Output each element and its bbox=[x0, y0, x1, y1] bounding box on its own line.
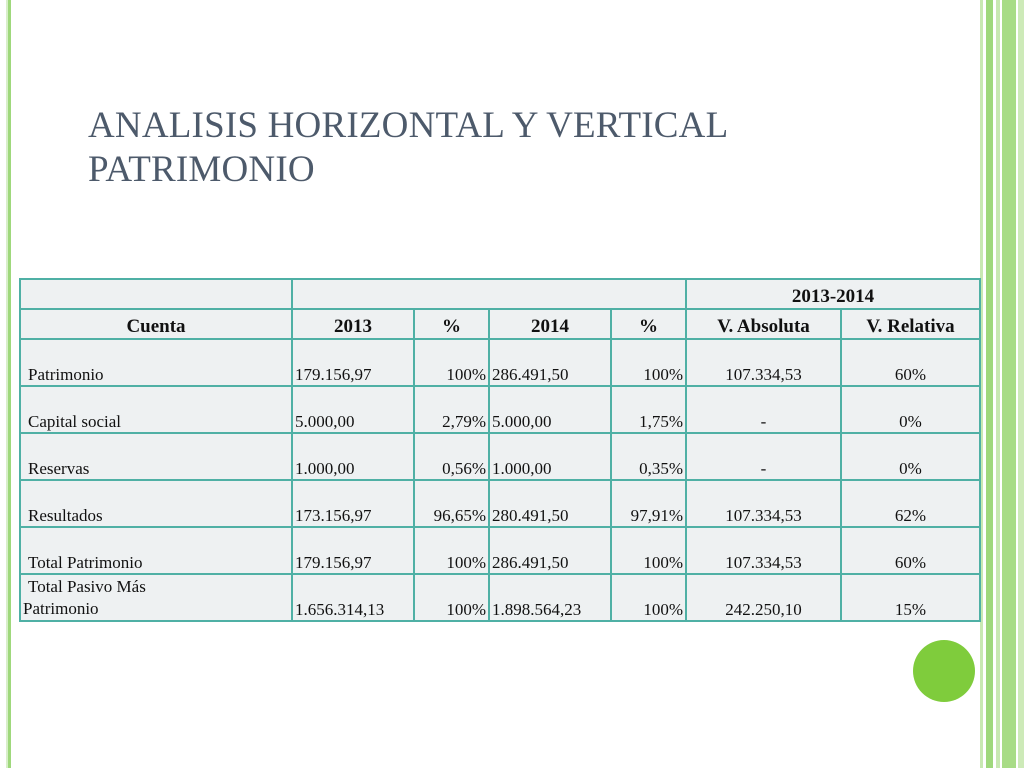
value-2013-cell: 1.656.314,13 bbox=[292, 574, 414, 621]
rel-variation-cell: 60% bbox=[841, 527, 980, 574]
empty-header-cell bbox=[20, 279, 292, 309]
table-row bbox=[20, 386, 980, 433]
value-2013-cell: 173.156,97 bbox=[292, 480, 414, 527]
pct-2014-cell: 1,75% bbox=[611, 386, 686, 433]
header-cuenta: Cuenta bbox=[20, 309, 292, 339]
pct-2014-cell: 97,91% bbox=[611, 480, 686, 527]
table-row bbox=[20, 480, 980, 527]
header-2013: 2013 bbox=[292, 309, 414, 339]
value-2013-cell: 179.156,97 bbox=[292, 339, 414, 386]
pct-2013-cell: 100% bbox=[414, 339, 489, 386]
pct-2013-cell: 100% bbox=[414, 574, 489, 621]
pct-2013-cell: 96,65% bbox=[414, 480, 489, 527]
table-row bbox=[20, 527, 980, 574]
rel-variation-cell: 62% bbox=[841, 480, 980, 527]
rel-variation-cell: 0% bbox=[841, 433, 980, 480]
left-decor-bar bbox=[6, 0, 11, 768]
abs-variation-cell: 107.334,53 bbox=[686, 527, 841, 574]
period-header: 2013-2014 bbox=[686, 279, 980, 309]
group-header-row bbox=[20, 279, 980, 309]
value-2014-cell: 1.000,00 bbox=[489, 433, 611, 480]
abs-variation-cell: - bbox=[686, 433, 841, 480]
cuenta-cell bbox=[20, 574, 292, 621]
empty-header-span bbox=[292, 279, 686, 309]
cuenta-cell: Total Patrimonio bbox=[20, 527, 292, 574]
cuenta-line1: Total Pasivo Más bbox=[28, 577, 146, 596]
header-v-absoluta: V. Absoluta bbox=[686, 309, 841, 339]
cuenta-cell: Patrimonio bbox=[20, 339, 292, 386]
pct-2013-cell: 100% bbox=[414, 527, 489, 574]
header-v-relativa: V. Relativa bbox=[841, 309, 980, 339]
rel-variation-cell: 60% bbox=[841, 339, 980, 386]
rel-variation-cell: 15% bbox=[841, 574, 980, 621]
cuenta-cell: Resultados bbox=[20, 480, 292, 527]
cuenta-line2: Patrimonio bbox=[23, 599, 99, 618]
table-row bbox=[20, 339, 980, 386]
pct-2014-cell: 100% bbox=[611, 339, 686, 386]
value-2013-cell: 179.156,97 bbox=[292, 527, 414, 574]
slide-title-line1: ANALISIS HORIZONTAL Y VERTICAL bbox=[88, 105, 729, 146]
abs-variation-cell: 242.250,10 bbox=[686, 574, 841, 621]
rel-variation-cell: 0% bbox=[841, 386, 980, 433]
value-2014-cell: 286.491,50 bbox=[489, 339, 611, 386]
pct-2014-cell: 100% bbox=[611, 574, 686, 621]
pct-2013-cell: 0,56% bbox=[414, 433, 489, 480]
value-2014-cell: 286.491,50 bbox=[489, 527, 611, 574]
abs-variation-cell: 107.334,53 bbox=[686, 480, 841, 527]
green-circle-decoration bbox=[913, 640, 975, 702]
value-2014-cell: 5.000,00 bbox=[489, 386, 611, 433]
slide-title bbox=[88, 104, 948, 192]
pct-2013-cell: 2,79% bbox=[414, 386, 489, 433]
value-2013-cell: 5.000,00 bbox=[292, 386, 414, 433]
financial-table bbox=[19, 278, 981, 622]
column-header-row bbox=[20, 309, 980, 339]
value-2014-cell: 1.898.564,23 bbox=[489, 574, 611, 621]
pct-2014-cell: 100% bbox=[611, 527, 686, 574]
table-row bbox=[20, 574, 980, 621]
table-row bbox=[20, 433, 980, 480]
header-pct-2014: % bbox=[611, 309, 686, 339]
abs-variation-cell: - bbox=[686, 386, 841, 433]
pct-2014-cell: 0,35% bbox=[611, 433, 686, 480]
header-pct-2013: % bbox=[414, 309, 489, 339]
right-decor-bars bbox=[980, 0, 1024, 768]
value-2014-cell: 280.491,50 bbox=[489, 480, 611, 527]
abs-variation-cell: 107.334,53 bbox=[686, 339, 841, 386]
value-2013-cell: 1.000,00 bbox=[292, 433, 414, 480]
cuenta-cell: Reservas bbox=[20, 433, 292, 480]
header-2014: 2014 bbox=[489, 309, 611, 339]
cuenta-cell: Capital social bbox=[20, 386, 292, 433]
slide-title-line2: PATRIMONIO bbox=[88, 149, 315, 190]
